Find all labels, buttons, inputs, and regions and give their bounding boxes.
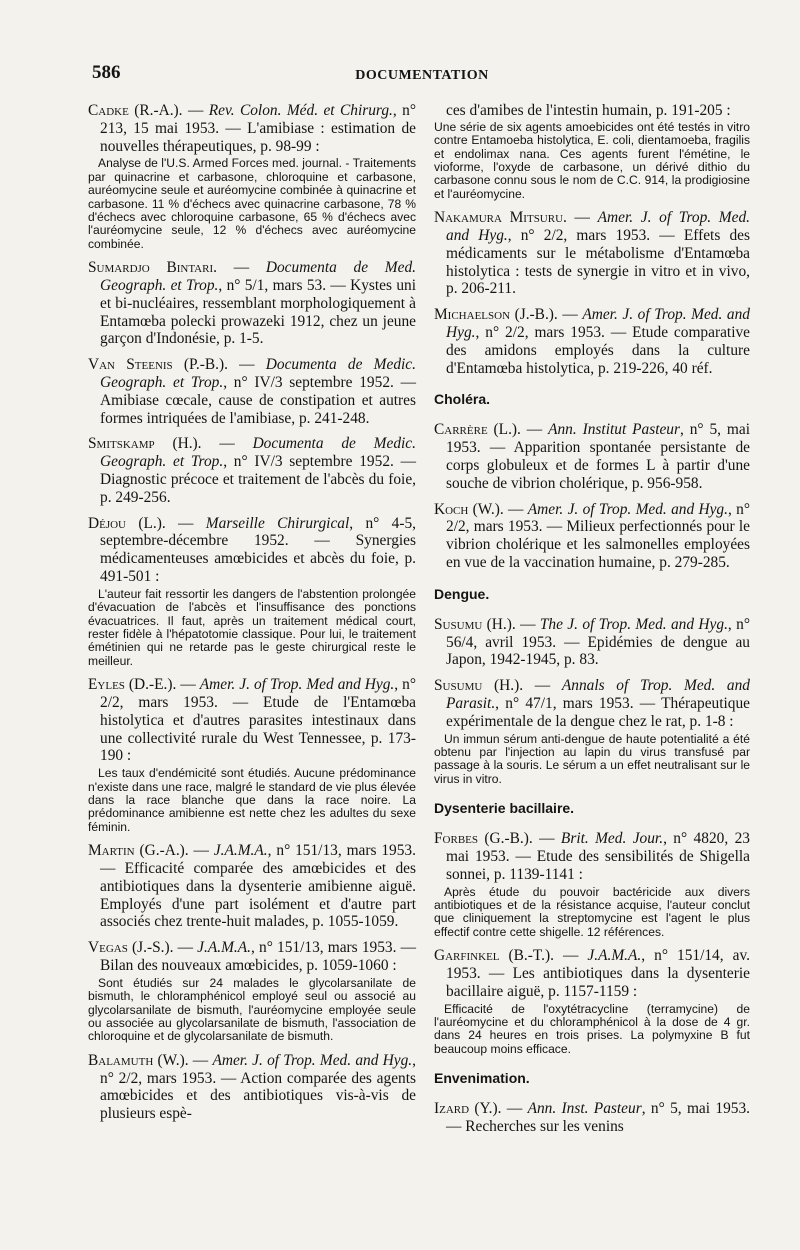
entry-author: Martin (G.-A.).: [88, 842, 189, 860]
entry-journal: J.A.M.A.: [197, 939, 252, 957]
entry-journal: Ann. Institut Pasteur: [548, 421, 680, 439]
bibliography-entry: [88, 842, 416, 931]
entry-abstract: L'auteur fait ressortir les dangers de l'abstention prolongée d'évacuation de l'abcès et l'insuffisance des ponctions évacuatrices. Il faut, après un traitement médical court, rester fidèle à l'hépatotomie classique. Pour lui, le traitement émétinien qui ne retarde pas le geste chirurgical reste le meilleur.: [88, 586, 416, 668]
bibliography-entry: [88, 1052, 416, 1123]
entry-author: Nakamura Mitsuru.: [434, 209, 567, 227]
citation: [88, 515, 416, 586]
entry-author: Smitskamp (H.).: [88, 435, 202, 453]
entry-details: , n° 56/4, avril 1953. — Epidémies de dengue au Japon, 1942-1945, p. 83.: [446, 615, 750, 669]
entry-journal: Rev. Colon. Méd. et Chirurg.: [208, 102, 393, 119]
entry-author: Michaelson (J.-B.).: [434, 306, 558, 324]
citation: [434, 830, 750, 883]
entry-author: Izard (Y.).: [434, 1100, 502, 1118]
entry-details: , n° 213, 15 mai 1953. — L'amibiase : estimation de nouvelles thérapeutiques, p. 98-99 :: [100, 102, 417, 155]
entry-journal: Amer. J. of Trop. Med. and Hyg.: [446, 306, 750, 342]
entry-author: Susumu (H.).: [434, 615, 516, 633]
citation: [88, 1052, 416, 1123]
bibliography-entry: [88, 102, 416, 251]
dengue-entry-list: [434, 616, 750, 786]
bibliography-entry: [434, 421, 750, 492]
citation: [434, 947, 750, 1000]
entry-separator: —: [553, 947, 588, 965]
entry-abstract: Les taux d'endémicité sont étudiés. Aucune prédominance n'existe dans une race, malgré le standard de vie plus élevée dans la race blanche que dans la race noire. La prédominance amibienne est nette chez les adultes du sexe féminin.: [88, 766, 416, 834]
bibliography-entry: [88, 259, 416, 348]
citation: [88, 102, 416, 155]
bibliography-entry: [88, 435, 416, 506]
entry-separator: —: [176, 676, 200, 694]
bibliography-entry: [434, 947, 750, 1056]
entry-separator: —: [188, 1051, 213, 1069]
entry-journal: Brit. Med. Jour.: [560, 830, 664, 848]
citation: [434, 209, 750, 298]
entry-details: , n° IV/3 septembre 1952. — Amibiase cœcale, cause de constipation et autres formes intriquées de l'amibiase, p. 241-248.: [100, 374, 416, 427]
entry-separator: —: [523, 677, 562, 695]
citation: [88, 939, 416, 975]
entry-author: Balamuth (W.).: [88, 1051, 189, 1069]
entry-author: Vegas (J.-S.).: [88, 939, 174, 957]
citation: [88, 676, 416, 765]
citation: [434, 501, 750, 572]
cholera-entry-list: [434, 421, 750, 571]
entry-journal: J.A.M.A.: [587, 947, 642, 965]
entry-separator: —: [501, 1100, 528, 1118]
entry-details: , n° 2/2, mars 1953. — Milieux perfectionnés pour le vibrion cholérique et les salmonelles employées en vue de la vaccination humaine, p. 279-285.: [446, 500, 751, 571]
citation: [88, 356, 416, 427]
entry-author: Eyles (D.-E.).: [88, 676, 177, 694]
entry-author: Sumardjo Bintari.: [88, 259, 217, 277]
entry-author: Forbes (G.-B.).: [434, 830, 533, 848]
citation: [88, 259, 416, 348]
entry-separator: —: [201, 435, 253, 453]
continued-citation: ces d'amibes de l'intestin humain, p. 191-205 :: [446, 102, 731, 119]
bibliography-entry: [88, 676, 416, 834]
bibliography-entry: [434, 306, 750, 377]
entry-separator: —: [557, 306, 583, 324]
entry-separator: —: [188, 842, 214, 860]
entry-separator: —: [515, 615, 540, 633]
page-number: 586: [92, 62, 121, 83]
dysenterie-entry-list: [434, 830, 750, 1056]
entry-author: Koch (W.).: [434, 500, 504, 518]
bibliography-entry: [434, 501, 750, 572]
citation: [434, 677, 750, 730]
citation: [88, 435, 416, 506]
left-entry-list: [88, 102, 416, 1123]
entry-journal: Amer. J. of Trop. Med and Hyg.: [199, 676, 395, 694]
bibliography-entry: [434, 677, 750, 786]
entry-journal: J.A.M.A.: [213, 842, 268, 860]
entry-details: , n° 5, mai 1953. — Apparition spontanée persistante de corps globuleux et de formes L à partir d'une souche de vibrion cholérique, p. 956-958.: [446, 421, 750, 492]
entry-author: Susumu (H.).: [434, 677, 524, 695]
page-header: [92, 62, 752, 92]
continued-abstract: Une série de six agents amoebicides ont été testés in vitro contre Entamoeba histolytica, E. coli, dientamoeba, fragilis et endolimax nana. Ces agents furent l'émétine, le vioforme, l'oxyde de carbasone, un dérivé dithio du carbasone connu sous le nom de C.C. 914, la prodigiosine et l'auréomycine.: [434, 119, 750, 201]
entry-author: Garfinkel (B.-T.).: [434, 947, 554, 965]
bibliography-entry: [434, 209, 750, 298]
entry-journal: Amer. J. of Trop. Med. and Hyg.: [446, 209, 750, 245]
entry-journal: Amer. J. of Trop. Med. and Hyg.: [527, 500, 728, 518]
bibliography-entry: [434, 830, 750, 939]
entry-separator: —: [503, 500, 528, 518]
entry-author: Cadke (R.-A.).: [88, 102, 183, 119]
section-heading-envenimation: Envenimation.: [434, 1070, 530, 1087]
entry-separator: —: [227, 356, 266, 374]
entry-details: , n° IV/3 septembre 1952. — Diagnostic précoce et traitement de l'abcès du foie, p. 249-256.: [100, 453, 416, 506]
bibliography-entry: [88, 356, 416, 427]
entry-journal: Ann. Inst. Pasteur: [527, 1100, 642, 1118]
entry-separator: —: [173, 939, 198, 957]
entry-details: , n° 5, mai 1953. — Recherches sur les venins: [446, 1100, 751, 1136]
entry-journal: Amer. J. of Trop. Med. and Hyg.: [212, 1051, 413, 1069]
continued-entry: [434, 102, 750, 201]
entry-details: , n° 47/1, mars 1953. — Thérapeutique expérimentale de la dengue chez le rat, p. 1-8 :: [446, 694, 750, 730]
entry-journal: Documenta de Medic. Geograph. et Trop.: [100, 435, 416, 471]
entry-separator: —: [165, 514, 206, 532]
entry-details: , n° 5/1, mars 53. — Kystes uni et bi-nucléaires, ressemblant morphologiquement à Entamœba polecki prowazeki 1912, chez un jeune garçon d'Indonésie, p. 1-5.: [100, 277, 416, 348]
entry-abstract: Sont étudiés sur 24 malades le glycolarsanilate de bismuth, le chloramphénicol employé seul ou associé au glycolarsanilate de bismuth, l'auréomycine employée seule ou associée au glycolarsanilate de bismuth, l'association de chloroquine et de glycolarsanilate de bismuth.: [88, 975, 416, 1044]
entry-details: , n° 2/2, mars 1953. — Action comparée des agents amœbicides et des antibiotiques vis-à-vis de plusieurs espè-: [100, 1051, 416, 1123]
section-heading-dysenterie: Dysenterie bacillaire.: [434, 800, 575, 817]
entry-abstract: Analyse de l'U.S. Armed Forces med. journal. - Traitements par quinacrine et carbasone, chloroquine et carbasone, auréomycine seule et auréomycine combinée à quinacrine et carbasone. 11 % d'échecs avec quinacrine carbasone, 78 % d'échecs avec chloroquine carbasone, 65 % d'échecs avec l'auréomycine seule, 12 % d'échecs avec auréomycine combinée.: [88, 156, 416, 251]
bibliography-entry: [88, 515, 416, 669]
entry-abstract: Après étude du pouvoir bactéricide aux divers antibiotiques et de la résistance acquise, l'auteur conclut que cliniquement la streptomycine est l'agent le plus effectif contre cette shigelle. 12 références.: [434, 884, 750, 939]
citation: [434, 616, 750, 669]
entry-separator: —: [520, 421, 549, 439]
citation: [88, 842, 416, 931]
entry-abstract: Efficacité de l'oxytétracycline (terramycine) de l'auréomycine et du chloramphénicol à la dose de 4 gr. dans 24 heures en trois prises. La polymyxine B fut beaucoup moins efficace.: [434, 1001, 750, 1056]
citation: [434, 421, 750, 492]
entry-separator: —: [182, 102, 209, 119]
bibliography-entry: [88, 939, 416, 1044]
entry-author: Van Steenis (P.-B.).: [88, 356, 228, 374]
entry-details: , n° 151/13, mars 1953. — Bilan des nouveaux amœbicides, p. 1059-1060 :: [100, 939, 416, 975]
entry-journal: Documenta de Med. Geograph. et Trop.: [100, 259, 416, 295]
entry-journal: Annals of Trop. Med. and Parasit.: [446, 677, 750, 712]
entry-author: Carrère (L.).: [434, 421, 521, 439]
right-entry-list: [434, 209, 750, 377]
citation: [434, 1100, 750, 1136]
entry-abstract: Un immun sérum anti-dengue de haute potentialité a été obtenu par l'injection au lapin du virus transfusé par passage à la souris. Le sérum a un effet neutralisant sur le virus in vitro.: [434, 731, 750, 786]
entry-journal: Documenta de Medic. Geograph. et Trop.: [100, 356, 416, 392]
section-heading-dengue: Dengue.: [434, 585, 490, 602]
entry-journal: Marseille Chirurgical: [205, 514, 350, 532]
entry-separator: —: [216, 259, 266, 277]
entry-details: , n° 151/14, av. 1953. — Les antibiotiques dans la dysenterie bacillaire aiguë, p. 1157-1159 :: [446, 947, 750, 1000]
entry-separator: —: [566, 209, 598, 227]
bibliography-entry: [434, 1100, 750, 1136]
entry-separator: —: [532, 830, 561, 848]
entry-details: , n° 4-5, septembre-décembre 1952. — Synergies médicamenteuses amœbicides et abcès du foie, p. 491-501 :: [100, 514, 417, 585]
entry-author: Déjou (L.).: [88, 514, 166, 532]
right-column: [434, 102, 750, 1144]
entry-details: , n° 2/2, mars 1953. — Effets des médicaments sur le métabolisme d'Entamœba histolytica : tests de synergie in vitro et in vivo, p. 206-211.: [446, 227, 750, 298]
bibliography-entry: [434, 616, 750, 669]
entry-journal: The J. of Trop. Med. and Hyg.: [539, 615, 728, 633]
section-heading-cholera: Choléra.: [434, 391, 491, 408]
entry-details: , n° 4820, 23 mai 1953. — Etude des sensibilités de Shigella sonnei, p. 1139-1141 :: [446, 830, 750, 883]
entry-details: , n° 151/13, mars 1953. — Efficacité comparée des amœbicides et des antibiotiques dans la dysenterie amibienne aiguë. Employés d'une part isolément et d'autre part associés chez trente-huit malades, p. 1055-1059.: [100, 842, 416, 931]
citation: [434, 306, 750, 377]
entry-details: , n° 2/2, mars 1953. — Etude comparative des amidons employés dans la culture d'Entamœba histolytica, p. 219-226, 40 réf.: [446, 324, 750, 377]
left-column: [88, 102, 416, 1131]
entry-details: , n° 2/2, mars 1953. — Etude de l'Entamœba histolytica et d'autres parasites intestinaux dans une collectivité rurale du West Tennessee, p. 173-190 :: [100, 676, 416, 765]
envenimation-entry-list: [434, 1100, 750, 1136]
running-title: DOCUMENTATION: [355, 68, 489, 83]
